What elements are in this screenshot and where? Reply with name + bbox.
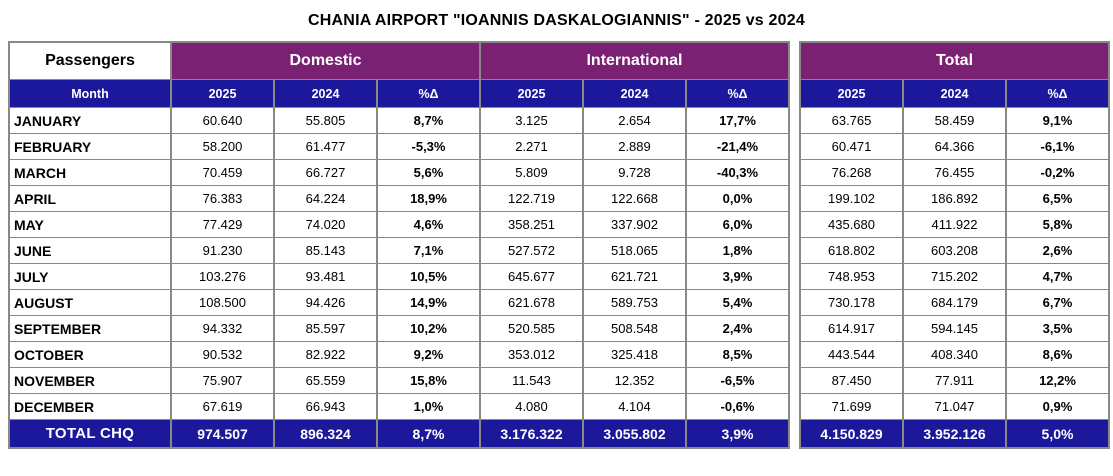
international-value-cell: 358.251 [480, 212, 583, 238]
month-column-header: Month [9, 80, 171, 108]
total-value-cell: 435.680 [800, 212, 903, 238]
table-row [9, 368, 789, 394]
total-row [9, 420, 789, 449]
section-header-row [9, 42, 789, 80]
month-cell: MARCH [9, 160, 171, 186]
domestic-value-cell: 93.481 [274, 264, 377, 290]
table-row [800, 160, 1109, 186]
international-value-cell: 508.548 [583, 316, 686, 342]
table-row [9, 160, 789, 186]
domestic-value-cell: 75.907 [171, 368, 274, 394]
international-value-cell: 122.668 [583, 186, 686, 212]
total-chq-label: TOTAL CHQ [9, 420, 171, 449]
month-cell: MAY [9, 212, 171, 238]
domestic-value-cell: 94.426 [274, 290, 377, 316]
month-cell: SEPTEMBER [9, 316, 171, 342]
table-row [9, 342, 789, 368]
international-pct-cell: 3,9% [686, 264, 789, 290]
international-value-cell: 2.889 [583, 134, 686, 160]
domestic-value-cell: 67.619 [171, 394, 274, 420]
domestic-value-cell: 65.559 [274, 368, 377, 394]
international-pct-cell: 1,8% [686, 238, 789, 264]
main-table [8, 41, 790, 449]
total-value-cell: 58.459 [903, 108, 1006, 134]
total-value-cell: 715.202 [903, 264, 1006, 290]
international-value-cell: 4.104 [583, 394, 686, 420]
table-row [800, 290, 1109, 316]
table-row [9, 316, 789, 342]
international-value-cell: 527.572 [480, 238, 583, 264]
international-value-cell: 353.012 [480, 342, 583, 368]
international-pct-cell: 17,7% [686, 108, 789, 134]
total-pct-cell: 0,9% [1006, 394, 1109, 420]
year-header-row [9, 80, 789, 108]
totals-table-head [800, 42, 1109, 108]
domestic-pct-cell: 14,9% [377, 290, 480, 316]
domestic-pct-cell: 15,8% [377, 368, 480, 394]
grand-total-row [800, 420, 1109, 449]
main-table-foot [9, 420, 789, 449]
page-title: CHANIA AIRPORT "IOANNIS DASKALOGIANNIS" - 2025 vs 2024 [308, 12, 805, 29]
table-row [800, 108, 1109, 134]
international-2025-header: 2025 [480, 80, 583, 108]
total-pct-cell: -6,1% [1006, 134, 1109, 160]
table-row [9, 186, 789, 212]
domestic-value-cell: 103.276 [171, 264, 274, 290]
table-row [9, 108, 789, 134]
domestic-value-cell: 77.429 [171, 212, 274, 238]
month-cell: JUNE [9, 238, 171, 264]
domestic-pct-cell: 10,2% [377, 316, 480, 342]
table-row [800, 264, 1109, 290]
domestic-value-cell: 90.532 [171, 342, 274, 368]
international-pct-cell: 5,4% [686, 290, 789, 316]
total-2025-header: 2025 [800, 80, 903, 108]
international-pct-cell: -21,4% [686, 134, 789, 160]
total-value-cell: 64.366 [903, 134, 1006, 160]
international-pct-cell: 2,4% [686, 316, 789, 342]
month-cell: FEBRUARY [9, 134, 171, 160]
total-value-cell: 594.145 [903, 316, 1006, 342]
total-value-cell: 603.208 [903, 238, 1006, 264]
international-value-cell: 12.352 [583, 368, 686, 394]
international-pct-cell: 8,5% [686, 342, 789, 368]
international-value-cell: 621.678 [480, 290, 583, 316]
domestic-value-cell: 76.383 [171, 186, 274, 212]
international-pct-cell: 0,0% [686, 186, 789, 212]
total-pct-cell: 12,2% [1006, 368, 1109, 394]
total-pct-cell: 6,7% [1006, 290, 1109, 316]
table-row [800, 212, 1109, 238]
total-domestic-2025: 974.507 [171, 420, 274, 449]
domestic-section-header: Domestic [171, 42, 480, 80]
domestic-value-cell: 85.597 [274, 316, 377, 342]
table-row [9, 134, 789, 160]
international-value-cell: 4.080 [480, 394, 583, 420]
international-value-cell: 325.418 [583, 342, 686, 368]
international-value-cell: 621.721 [583, 264, 686, 290]
table-row [9, 264, 789, 290]
main-table-head [9, 42, 789, 108]
international-value-cell: 11.543 [480, 368, 583, 394]
domestic-pct-cell: 18,9% [377, 186, 480, 212]
total-pct-cell: 6,5% [1006, 186, 1109, 212]
total-value-cell: 186.892 [903, 186, 1006, 212]
totals-section-header-row [800, 42, 1109, 80]
international-pct-cell: 6,0% [686, 212, 789, 238]
month-cell: AUGUST [9, 290, 171, 316]
international-value-cell: 645.677 [480, 264, 583, 290]
domestic-pct-cell: 1,0% [377, 394, 480, 420]
total-value-cell: 618.802 [800, 238, 903, 264]
total-value-cell: 408.340 [903, 342, 1006, 368]
passengers-header: Passengers [9, 42, 171, 80]
total-value-cell: 76.268 [800, 160, 903, 186]
domestic-pct-cell: 4,6% [377, 212, 480, 238]
total-domestic-pct: 8,7% [377, 420, 480, 449]
total-pct-cell: 4,7% [1006, 264, 1109, 290]
domestic-value-cell: 85.143 [274, 238, 377, 264]
international-value-cell: 518.065 [583, 238, 686, 264]
month-cell: JULY [9, 264, 171, 290]
international-value-cell: 9.728 [583, 160, 686, 186]
month-cell: APRIL [9, 186, 171, 212]
main-table-body [9, 108, 789, 420]
total-value-cell: 730.178 [800, 290, 903, 316]
totals-table-foot [800, 420, 1109, 449]
total-value-cell: 71.047 [903, 394, 1006, 420]
total-value-cell: 87.450 [800, 368, 903, 394]
international-value-cell: 589.753 [583, 290, 686, 316]
international-pct-cell: -6,5% [686, 368, 789, 394]
table-row [800, 316, 1109, 342]
international-value-cell: 3.125 [480, 108, 583, 134]
month-cell: NOVEMBER [9, 368, 171, 394]
table-row [800, 368, 1109, 394]
total-pct-cell: 3,5% [1006, 316, 1109, 342]
total-pct-cell: 8,6% [1006, 342, 1109, 368]
table-row [9, 238, 789, 264]
totals-year-header-row [800, 80, 1109, 108]
table-row [800, 134, 1109, 160]
domestic-pct-cell: 10,5% [377, 264, 480, 290]
total-international-2025: 3.176.322 [480, 420, 583, 449]
total-value-cell: 614.917 [800, 316, 903, 342]
total-value-cell: 199.102 [800, 186, 903, 212]
table-row [800, 238, 1109, 264]
international-value-cell: 122.719 [480, 186, 583, 212]
total-pct-cell: 9,1% [1006, 108, 1109, 134]
total-value-cell: 748.953 [800, 264, 903, 290]
international-2024-header: 2024 [583, 80, 686, 108]
domestic-2024-header: 2024 [274, 80, 377, 108]
domestic-pct-cell: 7,1% [377, 238, 480, 264]
month-cell: OCTOBER [9, 342, 171, 368]
domestic-value-cell: 91.230 [171, 238, 274, 264]
domestic-value-cell: 64.224 [274, 186, 377, 212]
total-value-cell: 443.544 [800, 342, 903, 368]
total-value-cell: 76.455 [903, 160, 1006, 186]
total-domestic-2024: 896.324 [274, 420, 377, 449]
international-value-cell: 5.809 [480, 160, 583, 186]
total-value-cell: 60.471 [800, 134, 903, 160]
domestic-value-cell: 61.477 [274, 134, 377, 160]
domestic-value-cell: 60.640 [171, 108, 274, 134]
total-value-cell: 71.699 [800, 394, 903, 420]
tables-container [8, 41, 1113, 449]
table-row [800, 394, 1109, 420]
domestic-value-cell: 55.805 [274, 108, 377, 134]
domestic-pct-cell: 5,6% [377, 160, 480, 186]
grand-total-pct: 5,0% [1006, 420, 1109, 449]
total-value-cell: 684.179 [903, 290, 1006, 316]
month-cell: DECEMBER [9, 394, 171, 420]
grand-total-2025: 4.150.829 [800, 420, 903, 449]
domestic-value-cell: 66.943 [274, 394, 377, 420]
domestic-pct-cell: -5,3% [377, 134, 480, 160]
total-value-cell: 63.765 [800, 108, 903, 134]
grand-total-2024: 3.952.126 [903, 420, 1006, 449]
total-pct-cell: -0,2% [1006, 160, 1109, 186]
total-international-pct: 3,9% [686, 420, 789, 449]
domestic-value-cell: 74.020 [274, 212, 377, 238]
domestic-value-cell: 108.500 [171, 290, 274, 316]
domestic-value-cell: 66.727 [274, 160, 377, 186]
total-table-body [800, 108, 1109, 420]
domestic-value-cell: 82.922 [274, 342, 377, 368]
table-row [9, 290, 789, 316]
table-row [9, 212, 789, 238]
international-value-cell: 2.271 [480, 134, 583, 160]
domestic-pct-delta-header: %Δ [377, 80, 480, 108]
total-pct-cell: 5,8% [1006, 212, 1109, 238]
total-international-2024: 3.055.802 [583, 420, 686, 449]
totals-table [799, 41, 1110, 449]
international-pct-cell: -0,6% [686, 394, 789, 420]
domestic-value-cell: 70.459 [171, 160, 274, 186]
international-value-cell: 2.654 [583, 108, 686, 134]
domestic-value-cell: 58.200 [171, 134, 274, 160]
total-pct-cell: 2,6% [1006, 238, 1109, 264]
domestic-2025-header: 2025 [171, 80, 274, 108]
international-pct-delta-header: %Δ [686, 80, 789, 108]
international-value-cell: 337.902 [583, 212, 686, 238]
domestic-pct-cell: 9,2% [377, 342, 480, 368]
domestic-value-cell: 94.332 [171, 316, 274, 342]
table-row [800, 342, 1109, 368]
total-pct-delta-header: %Δ [1006, 80, 1109, 108]
total-value-cell: 411.922 [903, 212, 1006, 238]
total-section-header: Total [800, 42, 1109, 80]
table-row [800, 186, 1109, 212]
domestic-pct-cell: 8,7% [377, 108, 480, 134]
table-row [9, 394, 789, 420]
total-2024-header: 2024 [903, 80, 1006, 108]
international-pct-cell: -40,3% [686, 160, 789, 186]
total-value-cell: 77.911 [903, 368, 1006, 394]
month-cell: JANUARY [9, 108, 171, 134]
international-section-header: International [480, 42, 789, 80]
international-value-cell: 520.585 [480, 316, 583, 342]
